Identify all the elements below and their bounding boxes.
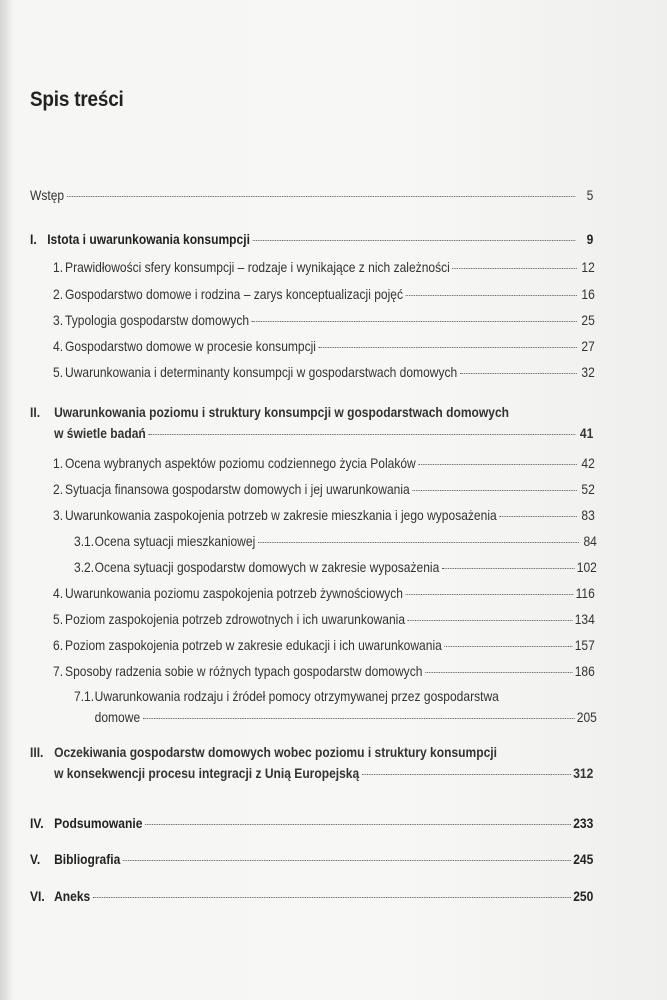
toc-section-1-5 — [53, 363, 595, 381]
toc-section-2-1 — [53, 454, 595, 472]
toc-leader-dots — [499, 516, 576, 517]
toc-section-1-2 — [53, 285, 595, 303]
toc-entry-text: Podsumowanie — [54, 815, 143, 831]
toc-entry-text: Sytuacja finansowa gospodarstw domowych i jej uwarunkowania — [65, 481, 410, 497]
toc-entry-page: 52 — [581, 481, 595, 497]
toc-entry-text-cont: w konsekwencji procesu integracji z Unią Europejską — [54, 765, 360, 781]
toc-entry-number: 2. — [53, 481, 64, 497]
toc-entry-page: 245 — [573, 851, 594, 867]
toc-entry-page: 32 — [581, 364, 595, 380]
toc-entry-text: Uwarunkowania rodzaju i źródeł pomocy otrzymywanej przez gospodarstwa — [94, 688, 499, 704]
toc-entry-text: Typologia gospodarstw domowych — [65, 312, 250, 328]
toc-entry-text: Ocena sytuacji gospodarstw domowych w zakresie wyposażenia — [94, 559, 440, 575]
toc-entry-text: Poziom zaspokojenia potrzeb w zakresie edukacji i ich uwarunkowania — [65, 637, 442, 653]
toc-entry-text: Ocena sytuacji mieszkaniowej — [94, 533, 256, 549]
toc-entry-number: VI. — [30, 888, 45, 904]
toc-entry-text: Uwarunkowania zaspokojenia potrzeb w zakresie mieszkania i jego wyposażenia — [65, 507, 497, 523]
toc-entry-number: 4. — [53, 585, 64, 601]
toc-entry-number: II. — [30, 404, 41, 420]
toc-entry-page: 84 — [583, 533, 597, 549]
toc-entry-text: Uwarunkowania poziomu zaspokojenia potrzeb żywnościowych — [65, 585, 404, 601]
toc-section-1-4 — [53, 337, 595, 355]
toc-chapter-3 — [30, 742, 593, 782]
toc-section-2-3 — [53, 506, 595, 524]
toc-leader-dots — [93, 897, 571, 898]
toc-section-2-7 — [53, 662, 595, 680]
toc-entry-text: Oczekiwania gospodarstw domowych wobec poziomu i struktury konsumpcji — [54, 744, 497, 760]
toc-entry-number: 1. — [53, 455, 64, 471]
toc-entry-number: 3.1. — [74, 533, 95, 549]
toc-entry-number: 7. — [53, 663, 64, 679]
toc-entry-text: Uwarunkowania poziomu i struktury konsumpcji w gospodarstwach domowych — [54, 404, 509, 420]
toc-leader-dots — [452, 268, 576, 269]
toc-entry-page: 42 — [581, 455, 595, 471]
toc-section-1-3 — [53, 311, 595, 329]
toc-section-2-2 — [53, 480, 595, 498]
toc-chapter-4 — [30, 814, 593, 832]
toc-entry-page: 102 — [576, 559, 597, 575]
toc-entry-page: 16 — [581, 286, 595, 302]
toc-entry-number: 1. — [53, 259, 64, 275]
toc-entry-page: 233 — [573, 815, 594, 831]
toc-entry-number: 2. — [53, 286, 64, 302]
toc-entry-number: I. — [30, 231, 37, 247]
toc-entry-page: 83 — [581, 507, 595, 523]
toc-leader-dots — [425, 672, 572, 673]
toc-entry-number: 3. — [53, 312, 64, 328]
toc-subsection-3-1 — [74, 532, 597, 550]
toc-entry-text-cont: w świetle badań — [54, 425, 146, 441]
toc-leader-dots — [362, 774, 571, 775]
toc-entry-line1 — [30, 402, 593, 422]
toc-entry-page: 9 — [586, 231, 594, 247]
toc-entry-page: 312 — [573, 765, 594, 781]
toc-entry-text: Bibliografia — [54, 851, 121, 867]
toc-entry-number: V. — [30, 851, 41, 867]
toc-entry-line1 — [30, 742, 593, 762]
toc-entry-number: 4. — [53, 338, 64, 354]
toc-entry-text: Prawidłowości sfery konsumpcji – rodzaje i wynikające z nich zależności — [65, 259, 450, 275]
toc-chapter-1 — [30, 230, 593, 248]
toc-leader-dots — [444, 646, 572, 647]
toc-entry-line2 — [95, 708, 597, 726]
toc-leader-dots — [460, 373, 577, 374]
toc-entry-page: 12 — [581, 259, 595, 275]
toc-entry-page: 41 — [579, 425, 594, 441]
toc-entry-text: Aneks — [54, 888, 91, 904]
toc-entry-page: 27 — [581, 338, 595, 354]
toc-leader-dots — [406, 594, 573, 595]
toc-leader-dots — [143, 718, 574, 719]
toc-entry-text: Ocena wybranych aspektów poziomu codziennego życia Polaków — [65, 455, 416, 471]
toc-entry-text-cont: domowe — [94, 709, 141, 725]
toc-leader-dots — [252, 321, 577, 322]
toc-leader-dots — [148, 434, 575, 435]
toc-entry-text: Wstęp — [30, 187, 65, 203]
toc-entry-page: 5 — [586, 187, 594, 203]
toc-leader-dots — [319, 347, 577, 348]
toc-entry-page: 116 — [575, 585, 595, 601]
toc-entry-page: 134 — [574, 611, 595, 627]
toc-section-2-5 — [53, 610, 595, 628]
toc-section-1-1 — [53, 258, 595, 276]
toc-entry-text: Uwarunkowania i determinanty konsumpcji w gospodarstwach domowych — [65, 364, 458, 380]
toc-entry-page: 250 — [573, 888, 594, 904]
toc-entry-text: Gospodarstwo domowe w procesie konsumpcji — [65, 338, 316, 354]
toc-leader-dots — [145, 824, 571, 825]
toc-chapter-5 — [30, 850, 593, 868]
toc-leader-dots — [442, 568, 574, 569]
toc-entry-text: Gospodarstwo domowe i rodzina – zarys konceptualizacji pojęć — [65, 286, 404, 302]
toc-entry-number: 5. — [53, 611, 64, 627]
toc-entry-number: 5. — [53, 364, 64, 380]
toc-leader-dots — [406, 295, 577, 296]
toc-chapter-2 — [30, 402, 593, 442]
toc-leader-dots — [252, 240, 575, 241]
toc-entry-number: III. — [30, 744, 44, 760]
page-title: Spis treści — [30, 88, 124, 111]
toc-leader-dots — [408, 620, 573, 621]
toc-entry-page: 205 — [576, 709, 597, 725]
toc-entry-text: Istota i uwarunkowania konsumpcji — [47, 231, 250, 247]
toc-entry-text: Poziom zaspokojenia potrzeb zdrowotnych i ich uwarunkowania — [65, 611, 406, 627]
toc-leader-dots — [258, 542, 579, 543]
toc-leader-dots — [418, 464, 576, 465]
toc-entry-number: 6. — [53, 637, 64, 653]
toc-entry-line2 — [54, 764, 593, 782]
toc-entry-number: IV. — [30, 815, 44, 831]
toc-entry-page: 186 — [574, 663, 595, 679]
toc-leader-dots — [67, 196, 576, 197]
toc-entry-wstep — [30, 186, 593, 204]
toc-subsection-3-2 — [74, 558, 597, 576]
toc-subsection-7-1 — [74, 686, 597, 726]
toc-entry-line1 — [74, 686, 597, 706]
toc-entry-text: Sposoby radzenia sobie w różnych typach gospodarstw domowych — [65, 663, 423, 679]
toc-leader-dots — [123, 860, 571, 861]
toc-chapter-6 — [30, 887, 593, 905]
toc-section-2-6 — [53, 636, 595, 654]
toc-entry-page: 157 — [574, 637, 595, 653]
toc-entry-number: 7.1. — [74, 688, 95, 704]
toc-leader-dots — [412, 490, 576, 491]
toc-entry-line2 — [54, 424, 593, 442]
toc-entry-page: 25 — [581, 312, 595, 328]
toc-section-2-4 — [53, 584, 595, 602]
toc-entry-number: 3.2. — [74, 559, 95, 575]
toc-entry-number: 3. — [53, 507, 64, 523]
